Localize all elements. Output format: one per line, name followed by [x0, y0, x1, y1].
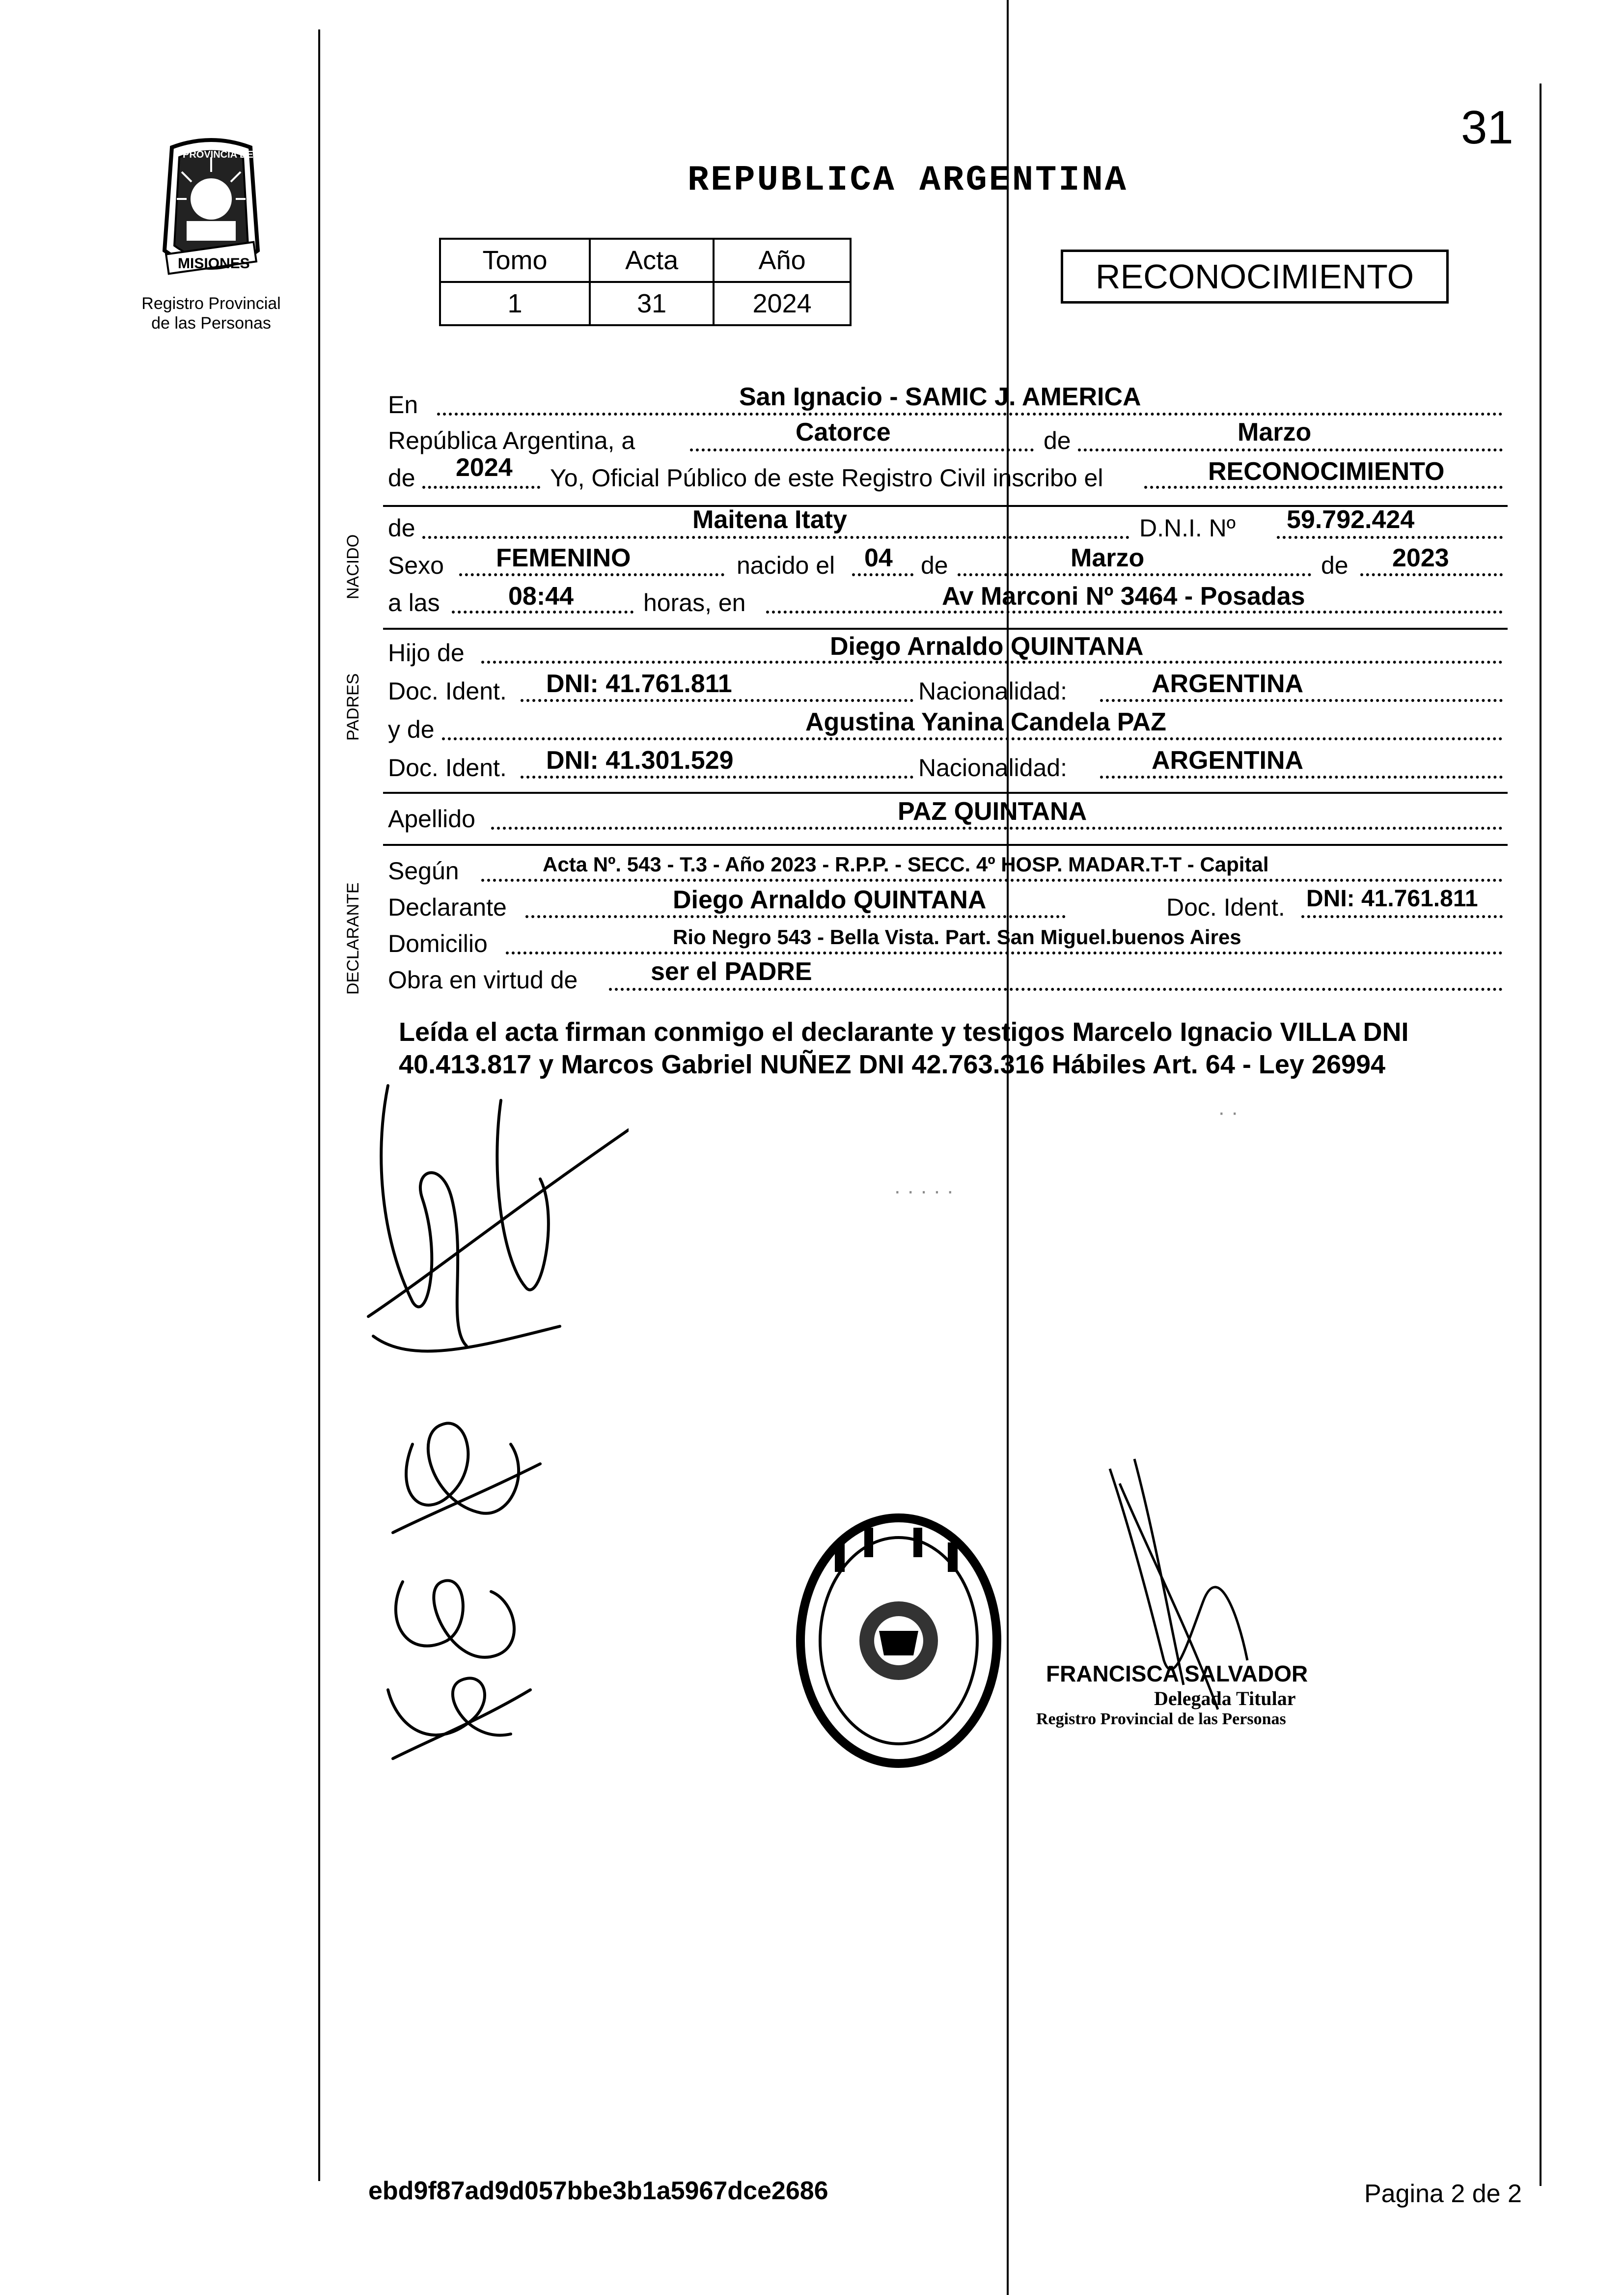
- label-de-y: de: [1321, 552, 1349, 579]
- dots-surname: [491, 827, 1503, 830]
- acta-value: 31: [590, 282, 714, 325]
- value-father-doc: DNI: 41.761.811: [546, 670, 732, 698]
- label-doc-mother: Doc. Ident.: [388, 754, 507, 782]
- register-table: [439, 238, 852, 326]
- dots-mother: [442, 737, 1503, 740]
- value-father: Diego Arnaldo QUINTANA: [830, 632, 1144, 661]
- value-according-to: Acta Nº. 543 - T.3 - Año 2023 - R.P.P. - SECC. 4º HOSP. MADAR.T-T - Capital: [543, 853, 1269, 876]
- label-dni: D.N.I. Nº: [1139, 514, 1236, 542]
- left-margin-line: [318, 29, 320, 2181]
- dots-day: [690, 448, 1034, 451]
- side-label-declarante: DECLARANTE: [344, 882, 362, 995]
- value-name: Maitena Itaty: [692, 505, 847, 534]
- label-horas-en: horas, en: [643, 589, 746, 616]
- value-birth-day: 04: [864, 544, 893, 572]
- dots-month: [1078, 448, 1503, 451]
- value-surname: PAZ QUINTANA: [898, 797, 1087, 826]
- office-line-2: de las Personas: [151, 314, 271, 333]
- separator-4: [383, 844, 1508, 846]
- document-hash: ebd9f87ad9d057bbe3b1a5967dce2686: [368, 2177, 828, 2205]
- label-declarante: Declarante: [388, 894, 507, 921]
- dots-en: [437, 413, 1503, 416]
- dots-address: [506, 952, 1503, 954]
- label-y-de: y de: [388, 716, 435, 743]
- separator-2: [383, 628, 1508, 630]
- value-address: Rio Negro 543 - Bella Vista. Part. San Miguel.buenos Aires: [673, 925, 1241, 949]
- dots-sex: [459, 573, 724, 576]
- fold-line: [1007, 0, 1009, 2295]
- dots-name: [422, 536, 1129, 539]
- value-declarant-doc: DNI: 41.761.811: [1306, 886, 1478, 912]
- dots-mother-nat: [1100, 776, 1503, 779]
- value-birth-place: Av Marconi Nº 3464 - Posadas: [942, 582, 1305, 611]
- value-declarant: Diego Arnaldo QUINTANA: [673, 886, 987, 914]
- dots-byear: [1360, 573, 1503, 576]
- value-dni: 59.792.424: [1287, 505, 1415, 534]
- value-mother-doc: DNI: 41.301.529: [546, 746, 734, 775]
- page-indicator: Pagina 2 de 2: [1364, 2180, 1522, 2208]
- dots-obra: [609, 988, 1503, 991]
- act-type-box: RECONOCIMIENTO: [1061, 250, 1449, 304]
- label-de-year: de: [388, 464, 415, 492]
- official-office: Registro Provincial de las Personas: [1036, 1710, 1286, 1728]
- dots-bmonth: [958, 573, 1311, 576]
- label-apellido: Apellido: [388, 805, 475, 833]
- province-seal-logo: [152, 138, 270, 285]
- official-block: [1036, 1660, 1370, 1729]
- label-a-las: a las: [388, 589, 440, 616]
- label-de-name: de: [388, 514, 415, 542]
- value-mother-nationality: ARGENTINA: [1152, 746, 1304, 775]
- label-yo: Yo, Oficial Público de este Registro Civil inscribo el: [550, 464, 1103, 492]
- label-nacido-el: nacido el: [737, 552, 835, 579]
- official-name: FRANCISCA SALVADOR: [1046, 1661, 1308, 1686]
- label-de-month: de: [1044, 427, 1071, 454]
- dots-father-nat: [1100, 699, 1503, 702]
- value-mother: Agustina Yanina Candela PAZ: [805, 708, 1166, 736]
- label-republica: República Argentina, a: [388, 427, 635, 454]
- label-domicilio: Domicilio: [388, 930, 488, 957]
- value-birth-year: 2023: [1392, 544, 1449, 572]
- register-header-row: [440, 239, 851, 282]
- tomo-value: 1: [440, 282, 590, 325]
- dots-declarant: [525, 915, 1066, 918]
- label-sexo: Sexo: [388, 552, 444, 579]
- right-margin-line: [1540, 84, 1541, 2186]
- value-father-nationality: ARGENTINA: [1152, 670, 1304, 698]
- label-obra: Obra en virtud de: [388, 966, 578, 994]
- register-value-row: [440, 282, 851, 325]
- office-name: [128, 294, 295, 333]
- country-title: REPUBLICA ARGENTINA: [688, 160, 1128, 200]
- label-nationality-father: Nacionalidad:: [918, 677, 1067, 705]
- dots-father-doc: [521, 699, 913, 702]
- dots-bday: [852, 573, 913, 576]
- separator-3: [383, 792, 1508, 794]
- value-year: 2024: [456, 453, 513, 482]
- value-place: San Ignacio - SAMIC J. AMERICA: [739, 383, 1141, 411]
- side-label-padres: PADRES: [344, 673, 362, 741]
- label-doc-father: Doc. Ident.: [388, 677, 507, 705]
- label-nationality-mother: Nacionalidad:: [918, 754, 1067, 782]
- page-number: 31: [1461, 101, 1514, 154]
- label-en: En: [388, 391, 418, 419]
- value-day: Catorce: [796, 418, 891, 447]
- seal-text-top: PROVINCIA DE: [183, 149, 253, 160]
- label-doc-declarant: Doc. Ident.: [1166, 894, 1285, 921]
- seal-text-bottom: MISIONES: [178, 255, 250, 272]
- dots-dni: [1277, 536, 1503, 539]
- dots-year: [422, 486, 540, 489]
- anio-header: Año: [714, 239, 851, 282]
- dots-declarant-doc: [1301, 915, 1503, 918]
- value-month: Marzo: [1238, 418, 1312, 447]
- value-time: 08:44: [508, 582, 574, 611]
- anio-value: 2024: [714, 282, 851, 325]
- closing-text: Leída el acta firman conmigo el declarante y testigos Marcelo Ignacio VILLA DNI 40.413.817 y Marcos Gabriel NUÑEZ DNI 42.763.316 Hábiles Art. 64 - Ley 26994: [399, 1017, 1409, 1079]
- value-act: RECONOCIMIENTO: [1208, 457, 1445, 486]
- value-sex: FEMENINO: [496, 544, 631, 572]
- dots-segun: [481, 879, 1503, 882]
- office-line-1: Registro Provincial: [141, 294, 281, 313]
- value-birth-month: Marzo: [1071, 544, 1145, 572]
- acta-header: Acta: [590, 239, 714, 282]
- registry-stamp: [791, 1508, 1017, 1783]
- side-label-nacido: NACIDO: [344, 534, 362, 599]
- label-segun: Según: [388, 857, 459, 885]
- value-by-virtue: ser el PADRE: [651, 957, 812, 986]
- label-de-m: de: [921, 552, 948, 579]
- official-title: Delegada Titular: [1154, 1687, 1296, 1709]
- witness-signatures: [354, 1071, 629, 1808]
- tomo-header: Tomo: [440, 239, 590, 282]
- dots-mother-doc: [521, 776, 913, 779]
- label-hijo-de: Hijo de: [388, 639, 465, 667]
